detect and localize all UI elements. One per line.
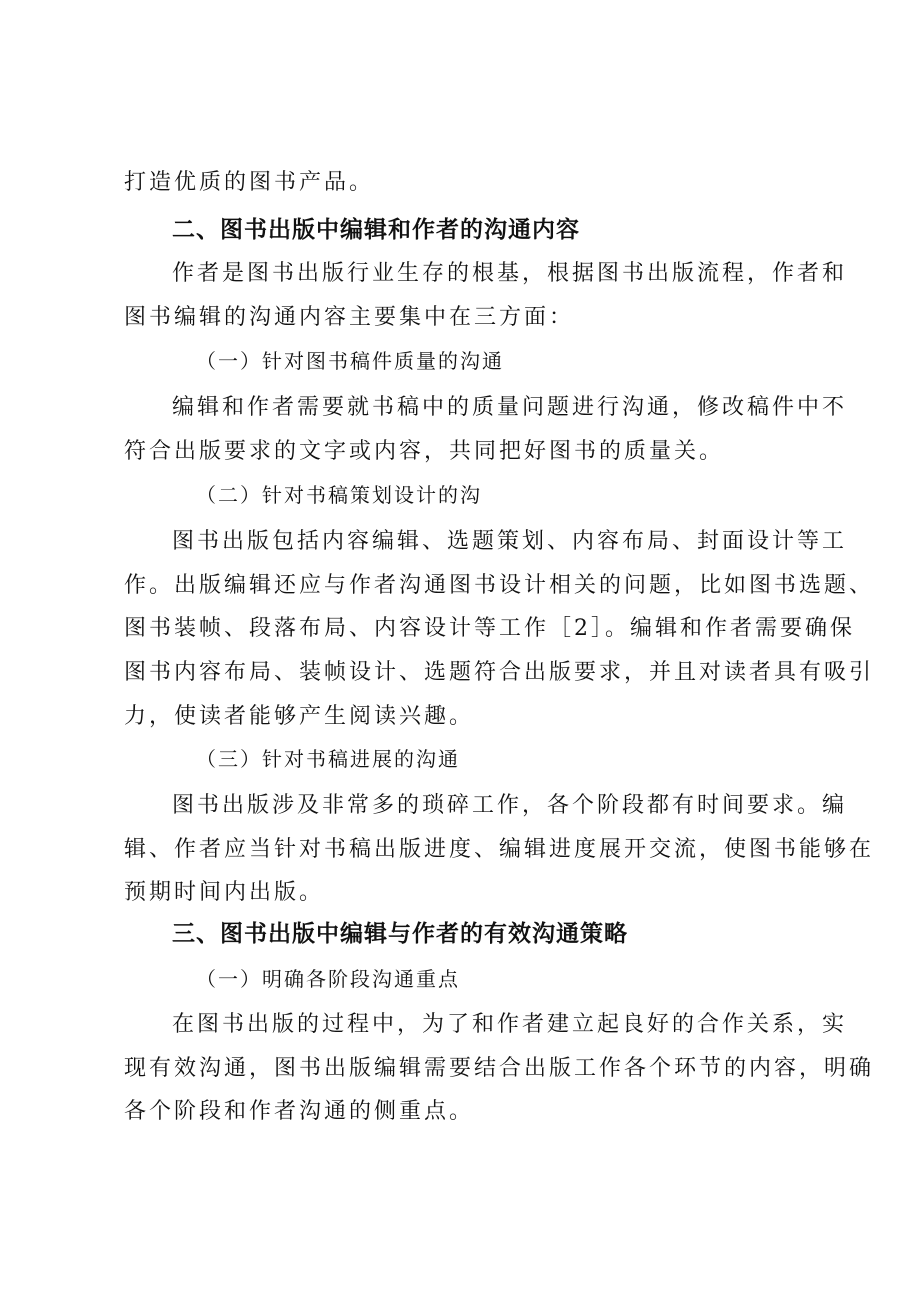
paragraph-line: 图书编辑的沟通内容主要集中在三方面： [124, 305, 575, 330]
paragraph-line: 打造优质的图书产品。 [124, 170, 375, 195]
paragraph-line: 编辑和作者需要就书稿中的质量问题进行沟通，修改稿件中不 [172, 395, 848, 420]
paragraph-line: 现有效沟通，图书出版编辑需要结合出版工作各个环节的内容，明确 [124, 1056, 875, 1081]
paragraph-line: 符合出版要求的文字或内容，共同把好图书的质量关。 [124, 439, 725, 464]
subsection-heading: （二）针对书稿策划设计的沟 [196, 483, 482, 507]
section-heading: 二、图书出版中编辑和作者的沟通内容 [172, 217, 580, 243]
paragraph-line: 各个阶段和作者沟通的侧重点。 [124, 1099, 475, 1124]
paragraph-line: 作者是图书出版行业生存的根基，根据图书出版流程，作者和 [172, 261, 848, 286]
paragraph-line: 作。出版编辑还应与作者沟通图书设计相关的问题，比如图书选题、 [124, 573, 875, 598]
paragraph-line: 图书装帧、段落布局、内容设计等工作［2］。编辑和作者需要确保 [124, 616, 855, 641]
paragraph-line: 在图书出版的过程中，为了和作者建立起良好的合作关系，实 [172, 1012, 848, 1037]
paragraph-line: 辑、作者应当针对书稿出版进度、编辑进度展开交流，使图书能够在 [124, 837, 875, 862]
subsection-heading: （三）针对书稿进展的沟通 [196, 747, 460, 771]
subsection-heading: （一）针对图书稿件质量的沟通 [196, 349, 504, 373]
subsection-heading: （一）明确各阶段沟通重点 [196, 967, 460, 991]
paragraph-line: 图书内容布局、装帧设计、选题符合出版要求，并且对读者具有吸引 [124, 660, 875, 685]
section-heading: 三、图书出版中编辑与作者的有效沟通策略 [172, 921, 628, 947]
paragraph-line: 预期时间内出版。 [124, 880, 325, 905]
paragraph-line: 图书出版包括内容编辑、选题策划、内容布局、封面设计等工 [172, 529, 848, 554]
paragraph-line: 图书出版涉及非常多的琐碎工作，各个阶段都有时间要求。编 [172, 793, 848, 818]
paragraph-line: 力，使读者能够产生阅读兴趣。 [124, 704, 475, 729]
